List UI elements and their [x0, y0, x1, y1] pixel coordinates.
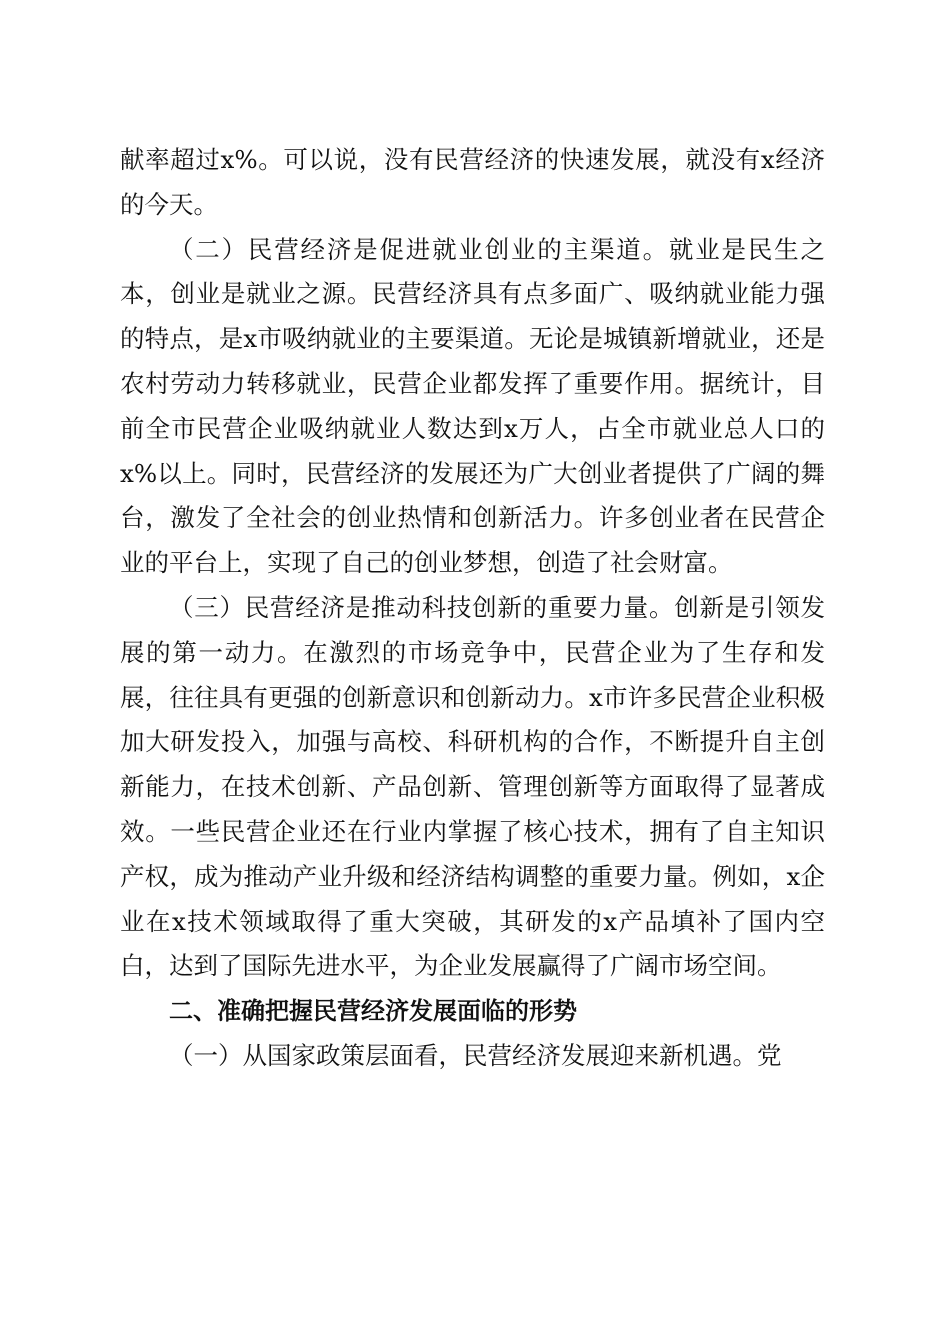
- document-body: [120, 138, 825, 1079]
- paragraph-employment: （二）民营经济是促进就业创业的主渠道。就业是民生之本，创业是就业之源。民营经济具有点多面广、吸纳就业能力强的特点，是x市吸纳就业的主要渠道。无论是城镇新增就业，还是农村劳动力转移就业，民营企业都发挥了重要作用。据统计，目前全市民营企业吸纳就业人数达到x万人，占全市就业总人口的x%以上。同时，民营经济的发展还为广大创业者提供了广阔的舞台，激发了全社会的创业热情和创新活力。许多创业者在民营企业的平台上，实现了自己的创业梦想，创造了社会财富。: [120, 234, 825, 578]
- paragraph-policy-opportunity: （一）从国家政策层面看，民营经济发展迎来新机遇。党: [169, 1040, 782, 1070]
- paragraph-contribution-rate: 献率超过x%。可以说，没有民营经济的快速发展，就没有x经济的今天。: [120, 145, 825, 219]
- paragraph-innovation: （三）民营经济是推动科技创新的重要力量。创新是引领发展的第一动力。在激烈的市场竞争中，民营企业为了生存和发展，往往具有更强的创新意识和创新动力。x市许多民营企业积极加大研发投入，加强与高校、科研机构的合作，不断提升自主创新能力，在技术创新、产品创新、管理创新等方面取得了显著成效。一些民营企业还在行业内掌握了核心技术，拥有了自主知识产权，成为推动产业升级和经济结构调整的重要力量。例如，x企业在x技术领域取得了重大突破，其研发的x产品填补了国内空白，达到了国际先进水平，为企业发展赢得了广阔市场空间。: [120, 592, 825, 981]
- section-heading: 二、准确把握民营经济发展面临的形势: [169, 997, 577, 1026]
